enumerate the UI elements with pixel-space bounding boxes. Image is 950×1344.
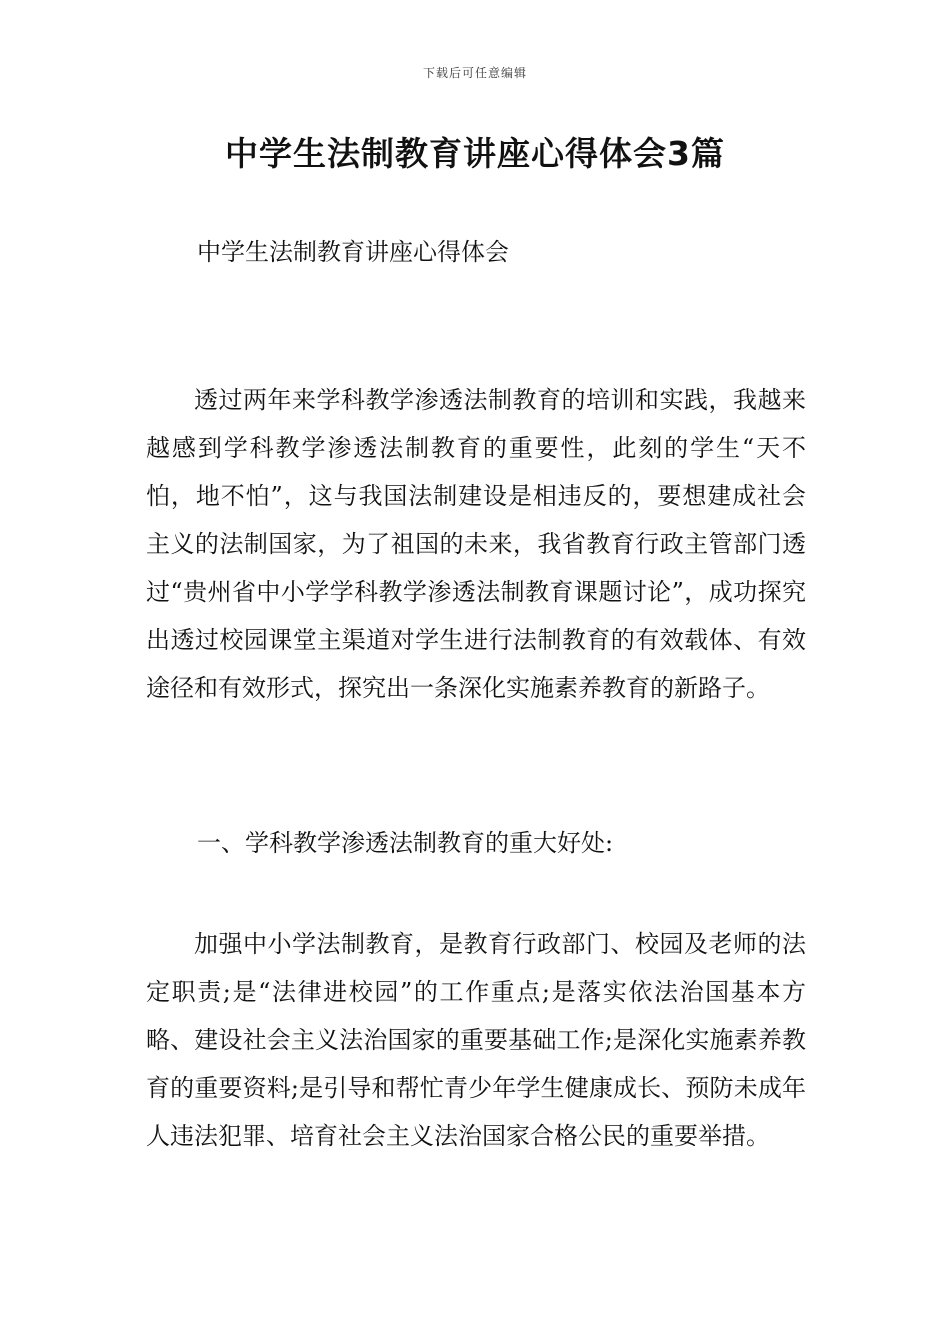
paragraph-significance: 加强中小学法制教育，是教育行政部门、校园及老师的法定职责;是“法律进校园”的工作重点;是落实依法治国基本方略、建设社会主义法治国家的重要基础工作;是深化实施素养教育的重要资料;是引导和帮忙青少年学生健康成长、预防未成年人违法犯罪、培育社会主义法治国家合格公民的重要举措。 xyxy=(146,930,806,1150)
header-note: 下载后可任意编辑 xyxy=(422,66,527,80)
document-subtitle: 中学生法制教育讲座心得体会 xyxy=(197,238,509,266)
document-title: 中学生法制教育讲座心得体会3篇 xyxy=(225,134,725,173)
section-heading: 一、学科教学渗透法制教育的重大好处: xyxy=(197,829,614,857)
paragraph-intro: 透过两年来学科教学渗透法制教育的培训和实践，我越来越感到学科教学渗透法制教育的重要性，此刻的学生“天不怕，地不怕”，这与我国法制建设是相违反的，要想建成社会主义的法制国家，为了祖国的未来，我省教育行政主管部门透过“贵州省中小学学科教学渗透法制教育课题讨论”，成功探究出透过校园课堂主渠道对学生进行法制教育的有效载体、有效途径和有效形式，探究出一条深化实施素养教育的新路子。 xyxy=(146,386,806,702)
